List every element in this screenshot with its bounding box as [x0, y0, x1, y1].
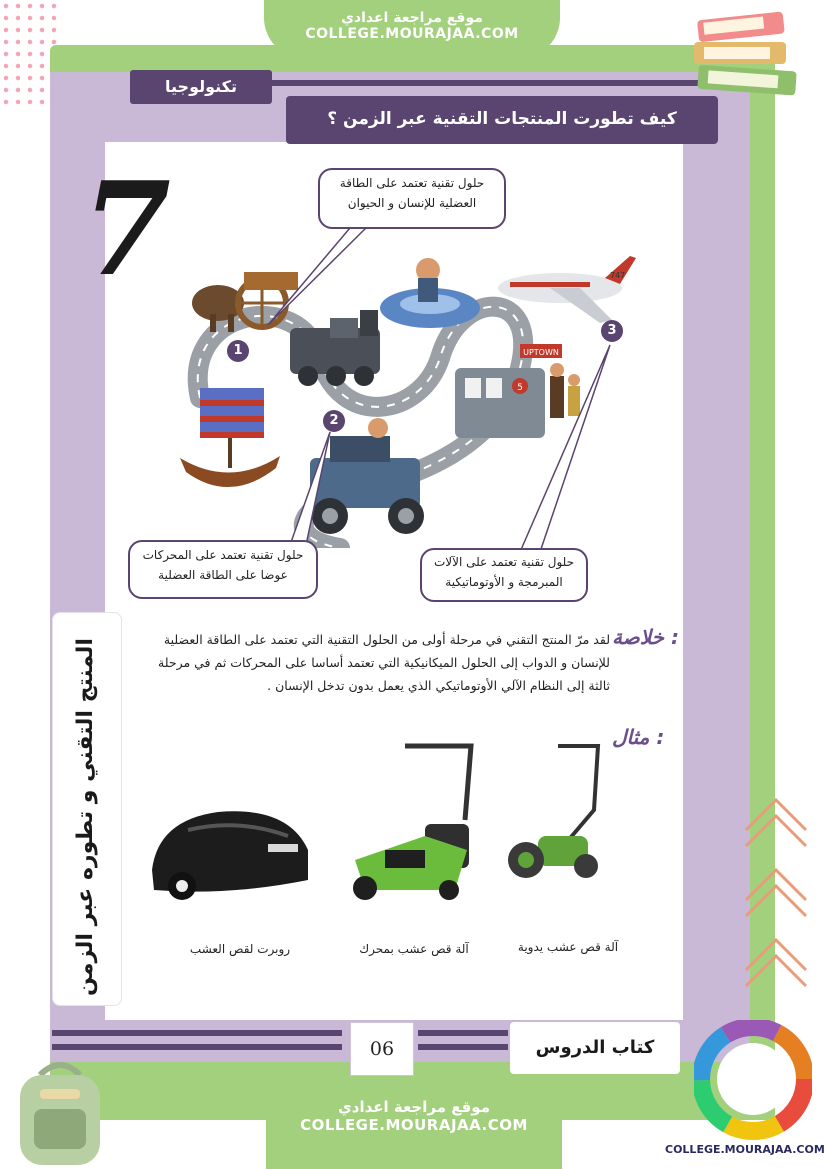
- education-logo-icon: [694, 1020, 812, 1142]
- manual-mower-icon: [498, 740, 613, 890]
- motor-mower-icon: [345, 740, 485, 900]
- footer-stripe-mid-2: [418, 1044, 508, 1050]
- subject-tab: تكنولوجيا: [130, 70, 272, 104]
- bubble-stage-1: حلول تقنية تعتمد على الطاقة العضلية للإنسان و الحيوان: [318, 168, 506, 229]
- site-name: موقع مراجعة اعدادي: [341, 10, 483, 26]
- backpack-icon: [10, 1055, 110, 1169]
- site-url[interactable]: COLLEGE.MOURAJAA.COM: [305, 26, 519, 42]
- stage-marker-2: 2: [323, 410, 345, 432]
- uptown-sign: UPTOWN: [523, 348, 559, 357]
- footer-url[interactable]: COLLEGE.MOURAJAA.COM: [665, 1143, 825, 1156]
- summary-text: لقد مرّ المنتج التقني في مرحلة أولى من الحلول التقنية التي تعتمد على الطاقة العضلية للإنسان و الدواب إلى الحلول الميكانيكية التي تعتمد أساسا على المحركات ثم في مرحلة ثالثة إلى النظام الآلي الأوتوماتيكي الذي يعمل بدون تدخل الإنسان .: [158, 632, 610, 693]
- summary-label: خلاصة :: [612, 625, 679, 649]
- chevron-pattern: [736, 790, 816, 1050]
- bubble-stage-3: حلول تقنية تعتمد على الآلات المبرمجة و الأوتوماتيكية: [420, 548, 588, 602]
- stage-marker-1: 1: [227, 340, 249, 362]
- lesson-number: 7: [82, 155, 172, 305]
- page-number: 06: [350, 1022, 414, 1076]
- site-name-footer: موقع مراجعة اعدادي: [338, 1098, 490, 1116]
- example-label: مثال :: [612, 725, 665, 749]
- train-number: 5: [517, 383, 523, 393]
- caption-motor-mower: آلة قص عشب بمحرك: [359, 942, 469, 956]
- caption-robot-mower: روبرت لقص العشب: [189, 942, 291, 956]
- stage-marker-3: 3: [601, 320, 623, 342]
- side-title: المنتج التقني و تطوره عبر الزمن: [73, 638, 98, 996]
- footer-stripe-mid: [418, 1030, 508, 1036]
- site-banner-bottom: [266, 1076, 562, 1169]
- caption-manual-mower: آلة قص عشب يدوية: [517, 940, 619, 954]
- site-url-footer[interactable]: COLLEGE.MOURAJAA.COM: [300, 1116, 528, 1134]
- page-title: كيف تطورت المنتجات التقنية عبر الزمن ؟: [286, 96, 718, 144]
- footer-stripe-left: [52, 1030, 342, 1036]
- footer-stripe-left-2: [52, 1044, 342, 1050]
- robot-mower-icon: [148, 800, 313, 910]
- bubble-stage-2: حلول تقنية تعتمد على المحركات عوضا على الطاقة العضلية: [128, 540, 318, 599]
- plane-code: 747: [610, 271, 626, 280]
- book-label: كتاب الدروس: [510, 1022, 680, 1074]
